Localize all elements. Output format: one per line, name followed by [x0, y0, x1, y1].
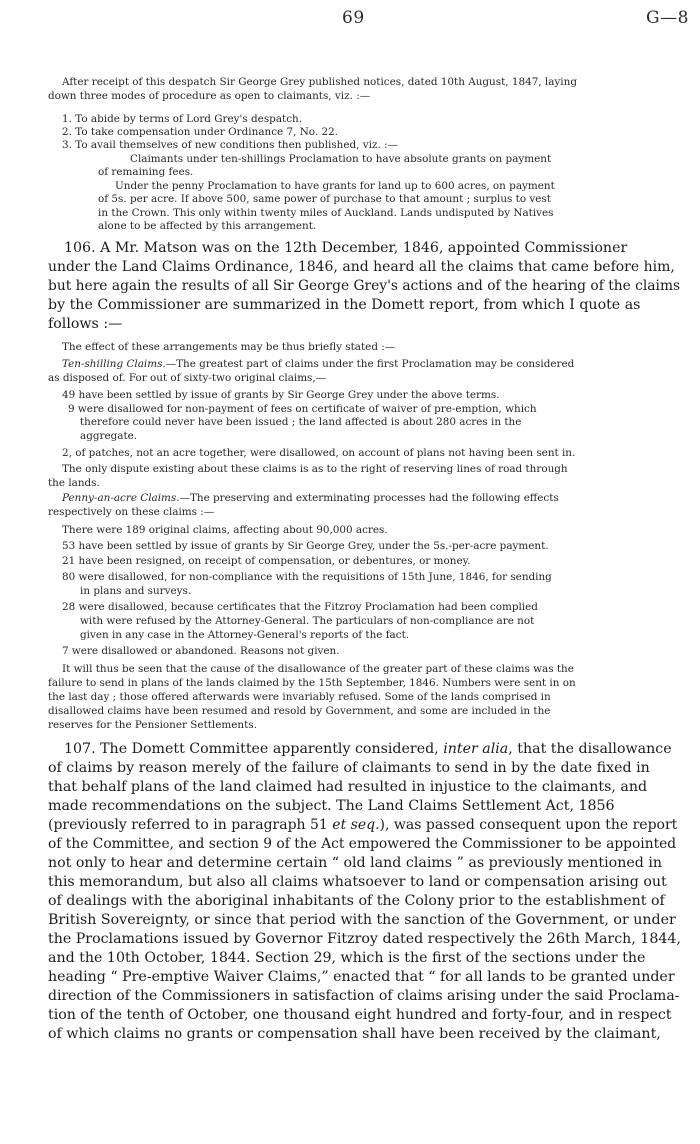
- sub-condition-line: alone to be affected by this arrangement.: [98, 220, 317, 232]
- para107-line: [64, 740, 672, 759]
- para107-text: 107. The Domett Committee apparently considered,: [64, 741, 444, 757]
- page-number: 69: [342, 8, 365, 28]
- para107-italic: inter alia: [443, 741, 509, 757]
- mode-item: 2. To take compensation under Ordinance 7, No. 22.: [62, 126, 338, 138]
- para107-line: that behalf plans of the land claimed had resulted in injustice to the claimants, and: [48, 779, 648, 795]
- penny-item: There were 189 original claims, affecting about 90,000 acres.: [62, 524, 388, 536]
- ten-shilling-text: —The greatest part of claims under the first Proclamation may be considered: [165, 358, 575, 370]
- sub-condition-line: in the Crown. This only within twenty miles of Auckland. Lands undisputed by Natives: [98, 207, 554, 219]
- para107-line: of claims by reason merely of the failure of claimants to send in by the date fixed in: [48, 760, 650, 776]
- intro-line: After receipt of this despatch Sir George Grey published notices, dated 10th August, 1847, laying: [62, 76, 577, 88]
- conclusion-line: reserves for the Pensioner Settlements.: [48, 719, 257, 731]
- para107-line: of dealings with the aboriginal inhabitants of the Colony prior to the establishment of: [48, 893, 665, 909]
- para107-text: (previously referred to in paragraph 51: [48, 817, 333, 833]
- sub-condition-line: of 5s. per acre. If above 500, same power of purchase to that amount ; surplus to vest: [98, 193, 551, 205]
- penny-heading: Penny-an-acre Claims.: [62, 492, 180, 504]
- penny-text: —The preserving and exterminating processes had the following effects: [179, 492, 559, 504]
- penny-item: 7 were disallowed or abandoned. Reasons not given.: [62, 645, 340, 657]
- para106-line: under the Land Claims Ordinance, 1846, and heard all the claims that came before him,: [48, 259, 675, 275]
- sub-condition-line: of remaining fees.: [98, 166, 194, 178]
- intro-line: down three modes of procedure as open to claimants, viz. :—: [48, 90, 371, 102]
- penny-item: 21 have been resigned, on receipt of compensation, or debentures, or money.: [62, 555, 471, 567]
- para106-line: by the Commissioner are summarized in the Domett report, from which I quote as: [48, 297, 641, 313]
- document-reference: G—8: [646, 8, 689, 28]
- dispute-line: the lands.: [48, 477, 100, 489]
- para106-line: 106. A Mr. Matson was on the 12th December, 1846, appointed Commissioner: [64, 240, 628, 256]
- mode-item: 1. To abide by terms of Lord Grey's despatch.: [62, 113, 303, 125]
- ten-shilling-item: therefore could never have been issued ; the land affected is about 280 acres in the: [80, 416, 522, 428]
- para107-line: made recommendations on the subject. The Land Claims Settlement Act, 1856: [48, 798, 615, 814]
- para107-line: direction of the Commissioners in satisfaction of claims arising under the said Proclama-: [48, 988, 680, 1004]
- para107-text: , that the disallowance: [508, 741, 672, 757]
- para107-line: tion of the tenth of October, one thousand eight hundred and forty-four, and in respect: [48, 1007, 672, 1023]
- ten-shilling-line: as disposed of. For out of sixty-two original claims,—: [48, 372, 327, 384]
- para107-line: this memorandum, but also all claims whatsoever to land or compensation arising out: [48, 874, 667, 890]
- conclusion-line: disallowed claims have been resumed and resold by Government, and some are included in the: [48, 705, 551, 717]
- sub-condition-line: Under the penny Proclamation to have grants for land up to 600 acres, on payment: [115, 180, 555, 192]
- ten-shilling-line: [62, 358, 574, 371]
- conclusion-line: It will thus be seen that the cause of the disallowance of the greater part of these claims was the: [62, 663, 574, 675]
- para107-italic: et seq.: [332, 817, 380, 833]
- ten-shilling-item: 49 have been settled by issue of grants by Sir George Grey under the above terms.: [62, 389, 500, 401]
- para107-line: heading “ Pre-emptive Waiver Claims,” enacted that “ for all lands to be granted under: [48, 969, 675, 985]
- para107-line: British Sovereignty, or since that period with the sanction of the Government, or under: [48, 912, 676, 928]
- ten-shilling-item: 9 were disallowed for non-payment of fees on certificate of waiver of pre-emption, which: [68, 403, 537, 415]
- para107-line: the Proclamations issued by Governor Fitzroy dated respectively the 26th March, 1844,: [48, 931, 681, 947]
- penny-item: 53 have been settled by issue of grants by Sir George Grey, under the 5s.-per-acre payment.: [62, 540, 549, 552]
- penny-item: given in any case in the Attorney-General's reports of the fact.: [80, 629, 410, 641]
- para106-line: follows :—: [48, 316, 123, 332]
- quote-intro: The effect of these arrangements may be thus briefly stated :—: [62, 341, 396, 353]
- penny-item: with were refused by the Attorney-General. The particulars of non-compliance are not: [80, 615, 535, 627]
- conclusion-line: failure to send in plans of the lands claimed by the 15th September, 1846. Numbers were sent in on: [48, 677, 576, 689]
- para107-text: ), was passed consequent upon the report: [379, 817, 678, 833]
- penny-line: [62, 492, 559, 505]
- ten-shilling-item: aggregate.: [80, 430, 138, 442]
- para107-line: not only to hear and determine certain “ old land claims ” as previously mentioned in: [48, 855, 663, 871]
- ten-shilling-item: 2, of patches, not an acre together, were disallowed, on account of plans not having been sent in.: [62, 447, 576, 459]
- ten-shilling-heading: Ten-shilling Claims.: [62, 358, 166, 370]
- dispute-line: The only dispute existing about these claims is as to the right of reserving lines of road through: [62, 463, 568, 475]
- conclusion-line: the last day ; those offered afterwards were invariably refused. Some of the lands comprised in: [48, 691, 551, 703]
- para107-line: and the 10th October, 1844. Section 29, which is the first of the sections under the: [48, 950, 646, 966]
- sub-condition-line: Claimants under ten-shillings Proclamation to have absolute grants on payment: [130, 153, 552, 165]
- penny-line: respectively on these claims :—: [48, 506, 215, 518]
- penny-item: 28 were disallowed, because certificates that the Fitzroy Proclamation had been complied: [62, 601, 538, 613]
- mode-item: 3. To avail themselves of new conditions then published, viz. :—: [62, 139, 398, 151]
- para107-line: of which claims no grants or compensation shall have been received by the claimant,: [48, 1026, 661, 1042]
- para107-line: of the Committee, and section 9 of the Act empowered the Commissioner to be appointed: [48, 836, 677, 852]
- penny-item: 80 were disallowed, for non-compliance with the requisitions of 15th June, 1846, for sending: [62, 571, 552, 583]
- para107-line: [48, 816, 677, 835]
- penny-item: in plans and surveys.: [80, 585, 192, 597]
- para106-line: but here again the results of all Sir George Grey's actions and of the hearing of the claims: [48, 278, 681, 294]
